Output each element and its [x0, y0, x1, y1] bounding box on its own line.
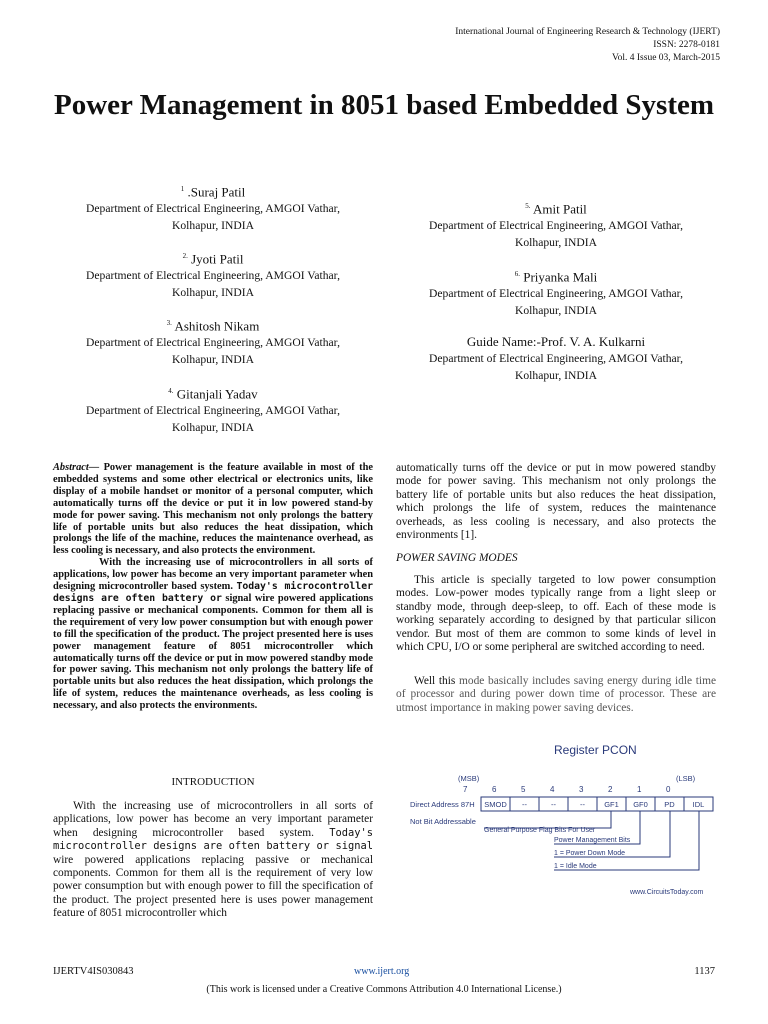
page-number: 1137 [694, 966, 715, 977]
power-saving-modes-heading: POWER SAVING MODES [396, 552, 518, 564]
author-name: Amit Patil [532, 201, 587, 217]
author-sup: 1 [180, 185, 185, 193]
author-location: Kolhapur, INDIA [515, 304, 597, 318]
abstract-p2a: With the increasing use of microcontrollers in all sorts of applications, low power has become an very important parameter when designing microcontroller based system. [53, 557, 373, 593]
intro-continuation: automatically turns off the device or put in mow powered standby mode for power saving. This mechanism not only prolongs the battery life of portable units but also reduces the heat dissipation, which prolongs the life of system, reduces the maintenance overheads, as less cooling is necessary, and also protects the environments [1]. [396, 462, 716, 542]
journal-url[interactable]: www.ijert.org [354, 966, 410, 977]
intro-text-mono: Today's microcontroller designs are often battery or signal [53, 826, 373, 853]
author-location: Kolhapur, INDIA [515, 369, 597, 382]
author-dept: Department of Electrical Engineering, AMGOI Vathar, [86, 404, 340, 418]
author-sup: 3. [166, 319, 172, 327]
general-purpose-flag-label: General Purpose Flag Bits For User [484, 827, 596, 834]
author-location: Kolhapur, INDIA [172, 219, 254, 233]
bit-number: 7 [463, 785, 468, 794]
gp-bracket-line [484, 811, 611, 828]
not-bit-addressable-label: Not Bit Addressable [410, 817, 476, 826]
license-note: (This work is licensed under a Creative Commons Attribution 4.0 International License.) [206, 984, 562, 995]
register-cell-text: -- [522, 800, 527, 809]
author-location: Kolhapur, INDIA [172, 421, 254, 435]
author-name: Priyanka Mali [523, 269, 598, 285]
bit-number: 1 [637, 785, 642, 794]
abstract-p2b: signal wire powered applications replacing passive or mechanical components. Common for them all is the requirement of very low power consumption but with enough power to fill the specification of the product. The project presented here is uses power management feature of 8051 microcontroller which automatically turns off the device or put in mow powered standby mode for power saving. This mechanism not only prolongs the battery life of portable units but also reduces the heat dissipation, which prolongs the life of system, reduces the maintenance overheads, as less cooling is necessary, and also protects the environments. [53, 592, 373, 712]
author-4 [53, 383, 373, 436]
author-dept: Department of Electrical Engineering, AMGOI Vathar, [86, 202, 340, 216]
direct-address-label: Direct Address 87H [410, 800, 475, 809]
idle-mode-paragraph [396, 675, 716, 715]
register-title: Register PCON [554, 743, 637, 757]
power-saving-modes-body [396, 574, 716, 654]
author-name: Jyoti Patil [191, 251, 244, 267]
power-management-bits-label: Power Management Bits [554, 837, 631, 844]
register-cell-text: -- [580, 800, 585, 809]
author-dept: Department of Electrical Engineering, AMGOI Vathar, [429, 352, 683, 365]
author-sup: 2. [182, 252, 188, 260]
author-3 [53, 315, 373, 368]
bit-number: 5 [521, 785, 526, 794]
paper-title: Power Management in 8051 based Embedded System [53, 89, 715, 121]
journal-issn: ISSN: 2278-0181 [653, 40, 720, 50]
register-cell-text: IDL [692, 800, 705, 809]
abstract [53, 462, 373, 712]
author-5 [396, 198, 716, 251]
intro-heading: INTRODUCTION [171, 776, 255, 788]
author-dept: Department of Electrical Engineering, AMGOI Vathar, [429, 287, 683, 301]
journal-name: International Journal of Engineering Research & Technology (IJERT) [455, 27, 720, 37]
register-cell-text: -- [551, 800, 556, 809]
register-cell-text: PD [664, 800, 675, 809]
bit-number: 2 [608, 785, 613, 794]
intro-text-b: wire powered applications replacing passive or mechanical components. Common for them all is the requirement of very low power consumption but with enough power to fill the specification of the product. The project presented here is uses power management feature of 8051 microcontroller which [53, 853, 373, 920]
author-dept: Department of Electrical Engineering, AMGOI Vathar, [86, 269, 340, 283]
bit-number: 0 [666, 785, 671, 794]
register-cell-text: GF0 [633, 800, 648, 809]
author-location: Kolhapur, INDIA [172, 353, 254, 367]
register-cell-text: SMOD [484, 800, 507, 809]
figure-source: www.CircuitsToday.com [630, 889, 704, 896]
author-6 [396, 266, 716, 319]
author-name: Ashitosh Nikam [174, 318, 260, 334]
author-dept: Department of Electrical Engineering, AMGOI Vathar, [429, 219, 683, 233]
idle-note: 1 = Idle Mode [554, 863, 597, 870]
abstract-p1: Power management is the feature available in most of the embedded systems and some other electrical or electronics units, like display of a mobile handset or monitor of a personal computer, which automatically turns off the device or put it in low powered stand-by mode for power saving. This mechanism not only prolongs the battery life of portable units but also reduces the heat dissipation, which prolongs the life of the machine, reduces the maintenance overhead, as less cooling is necessary, and also protects the environment. [53, 462, 373, 557]
journal-header [455, 26, 720, 65]
author-sup: 4. [168, 387, 174, 395]
well-text: Well this [414, 675, 456, 687]
register-cell-text: GF1 [604, 800, 619, 809]
register-pcon-figure [404, 740, 716, 900]
abstract-p2-mono: Today's microcontroller designs are often battery or [53, 581, 373, 604]
bit-number: 4 [550, 785, 555, 794]
guide-name: Guide Name:-Prof. V. A. Kulkarni [466, 334, 646, 349]
power-down-note: 1 = Power Down Mode [554, 850, 626, 857]
bit-number: 6 [492, 785, 497, 794]
psm-paragraph: This article is specially targeted to low power consumption modes. Low-power modes typically range from a light sleep or standby mode, through deep-sleep, to off. Each of these mode is working separately according to designed by that particular silicon vendor. But most of them are common to some kinds of level in which CPU, I/O or some peripheral are switched according to need. [396, 574, 716, 654]
author-1 [53, 181, 373, 234]
lsb-label: (LSB) [676, 774, 696, 783]
well-text-rest: mode basically includes saving energy during idle time of processor and during power down time of processor. These are utmost importance in making power saving devices. [396, 675, 717, 714]
bit-number: 3 [579, 785, 584, 794]
journal-volume: Vol. 4 Issue 03, March-2015 [611, 53, 720, 63]
author-name: .Suraj Patil [187, 184, 246, 200]
author-sup: 5. [525, 202, 531, 210]
guide [396, 333, 716, 384]
abstract-label: Abstract— [53, 462, 100, 473]
author-dept: Department of Electrical Engineering, AMGOI Vathar, [86, 336, 340, 350]
intro-body [53, 800, 373, 921]
paper-id: IJERTV4IS030843 [53, 966, 134, 977]
msb-label: (MSB) [458, 774, 480, 783]
author-sup: 6. [514, 270, 520, 278]
author-2 [53, 248, 373, 301]
intro-text-a: With the increasing use of microcontrollers in all sorts of applications, low power has become an very important parameter when designing microcontroller based system. [53, 800, 373, 839]
author-location: Kolhapur, INDIA [515, 236, 597, 250]
author-name: Gitanjali Yadav [176, 386, 258, 402]
author-location: Kolhapur, INDIA [172, 286, 254, 300]
